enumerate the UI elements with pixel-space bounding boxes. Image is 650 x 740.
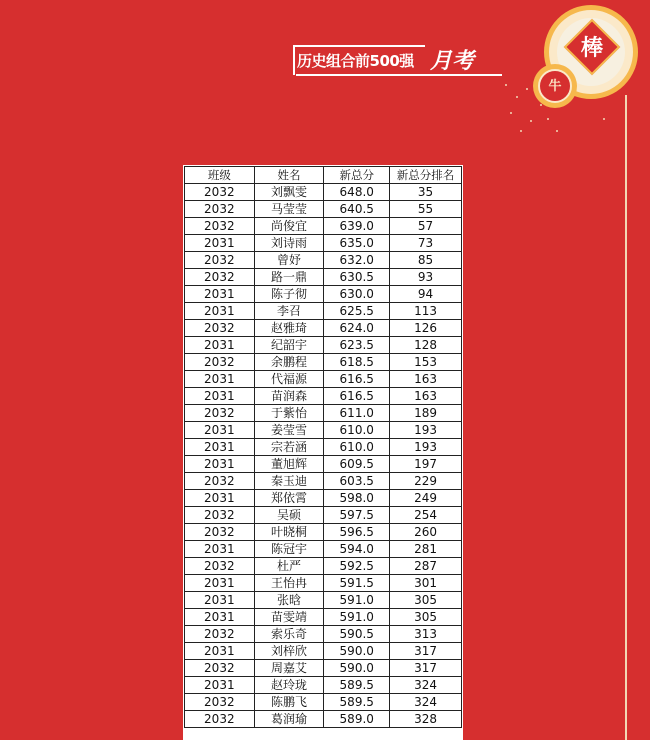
cell-score: 630.5 bbox=[324, 269, 390, 286]
cell-class: 2031 bbox=[185, 575, 255, 592]
cell-class: 2032 bbox=[185, 694, 255, 711]
cell-class: 2032 bbox=[185, 354, 255, 371]
cell-score: 591.5 bbox=[324, 575, 390, 592]
table-row bbox=[185, 524, 462, 541]
cell-score: 640.5 bbox=[324, 201, 390, 218]
cell-name: 陈冠宇 bbox=[254, 541, 324, 558]
sparkle-dot bbox=[540, 104, 542, 106]
cell-class: 2031 bbox=[185, 643, 255, 660]
cell-score: 589.5 bbox=[324, 677, 390, 694]
table-row bbox=[185, 405, 462, 422]
cell-rank: 197 bbox=[390, 456, 462, 473]
cell-rank: 55 bbox=[390, 201, 462, 218]
cell-rank: 328 bbox=[390, 711, 462, 728]
cell-rank: 317 bbox=[390, 643, 462, 660]
table-row bbox=[185, 303, 462, 320]
cell-name: 赵玲珑 bbox=[254, 677, 324, 694]
sparkle-dot bbox=[520, 130, 522, 132]
table-row bbox=[185, 592, 462, 609]
cell-name: 陈子彻 bbox=[254, 286, 324, 303]
cell-score: 635.0 bbox=[324, 235, 390, 252]
table-row bbox=[185, 422, 462, 439]
cell-name: 叶晓桐 bbox=[254, 524, 324, 541]
cell-score: 611.0 bbox=[324, 405, 390, 422]
table-row bbox=[185, 575, 462, 592]
cell-score: 603.5 bbox=[324, 473, 390, 490]
table-row bbox=[185, 269, 462, 286]
cell-rank: 57 bbox=[390, 218, 462, 235]
cell-class: 2031 bbox=[185, 286, 255, 303]
cell-name: 于紫怡 bbox=[254, 405, 324, 422]
cell-name: 马莹莹 bbox=[254, 201, 324, 218]
table-row bbox=[185, 286, 462, 303]
table-row bbox=[185, 456, 462, 473]
table-row bbox=[185, 643, 462, 660]
sparkle-dot bbox=[510, 112, 512, 114]
table-row bbox=[185, 507, 462, 524]
header-class: 班级 bbox=[185, 167, 255, 184]
cell-score: 589.0 bbox=[324, 711, 390, 728]
sparkle-dot bbox=[530, 120, 532, 122]
cell-class: 2032 bbox=[185, 252, 255, 269]
ranking-table-container bbox=[183, 165, 463, 740]
cell-class: 2031 bbox=[185, 456, 255, 473]
table-row bbox=[185, 711, 462, 728]
cell-rank: 301 bbox=[390, 575, 462, 592]
header-name: 姓名 bbox=[254, 167, 324, 184]
cell-rank: 229 bbox=[390, 473, 462, 490]
ranking-table bbox=[184, 166, 462, 728]
table-row bbox=[185, 541, 462, 558]
cell-name: 刘梓欣 bbox=[254, 643, 324, 660]
table-row bbox=[185, 558, 462, 575]
table-row bbox=[185, 388, 462, 405]
sparkle-dot bbox=[505, 84, 507, 86]
cell-name: 纪韶宇 bbox=[254, 337, 324, 354]
table-row bbox=[185, 660, 462, 677]
table-row bbox=[185, 677, 462, 694]
cell-name: 陈鹏飞 bbox=[254, 694, 324, 711]
cell-class: 2031 bbox=[185, 490, 255, 507]
cell-score: 591.0 bbox=[324, 609, 390, 626]
cell-rank: 126 bbox=[390, 320, 462, 337]
cell-score: 610.0 bbox=[324, 422, 390, 439]
cell-class: 2031 bbox=[185, 439, 255, 456]
cell-name: 余鹏程 bbox=[254, 354, 324, 371]
cell-class: 2032 bbox=[185, 507, 255, 524]
cell-score: 623.5 bbox=[324, 337, 390, 354]
table-row bbox=[185, 354, 462, 371]
cell-score: 609.5 bbox=[324, 456, 390, 473]
decorative-frame-line bbox=[625, 95, 627, 740]
cell-name: 代福源 bbox=[254, 371, 324, 388]
badge-small-text: 牛 bbox=[548, 79, 562, 94]
cell-score: 597.5 bbox=[324, 507, 390, 524]
cell-rank: 317 bbox=[390, 660, 462, 677]
cell-class: 2032 bbox=[185, 201, 255, 218]
table-row bbox=[185, 473, 462, 490]
cell-class: 2032 bbox=[185, 320, 255, 337]
header-rank: 新总分排名 bbox=[390, 167, 462, 184]
cell-rank: 249 bbox=[390, 490, 462, 507]
cell-score: 618.5 bbox=[324, 354, 390, 371]
cell-class: 2032 bbox=[185, 405, 255, 422]
cell-class: 2032 bbox=[185, 711, 255, 728]
cell-name: 郑依霄 bbox=[254, 490, 324, 507]
cell-class: 2031 bbox=[185, 592, 255, 609]
cell-rank: 281 bbox=[390, 541, 462, 558]
sparkle-dot bbox=[556, 130, 558, 132]
cell-name: 赵雅琦 bbox=[254, 320, 324, 337]
table-row bbox=[185, 218, 462, 235]
cell-name: 董旭辉 bbox=[254, 456, 324, 473]
cell-rank: 254 bbox=[390, 507, 462, 524]
cell-score: 598.0 bbox=[324, 490, 390, 507]
cell-class: 2031 bbox=[185, 303, 255, 320]
cell-score: 616.5 bbox=[324, 371, 390, 388]
table-header-row bbox=[185, 167, 462, 184]
cell-rank: 85 bbox=[390, 252, 462, 269]
cell-score: 590.0 bbox=[324, 643, 390, 660]
cell-class: 2032 bbox=[185, 626, 255, 643]
cell-class: 2032 bbox=[185, 269, 255, 286]
cell-score: 624.0 bbox=[324, 320, 390, 337]
cell-score: 589.5 bbox=[324, 694, 390, 711]
cell-score: 630.0 bbox=[324, 286, 390, 303]
cell-name: 王怡冉 bbox=[254, 575, 324, 592]
cell-score: 592.5 bbox=[324, 558, 390, 575]
cell-class: 2031 bbox=[185, 388, 255, 405]
cell-name: 苗润森 bbox=[254, 388, 324, 405]
cell-rank: 94 bbox=[390, 286, 462, 303]
cell-score: 596.5 bbox=[324, 524, 390, 541]
cell-rank: 163 bbox=[390, 388, 462, 405]
cell-class: 2032 bbox=[185, 660, 255, 677]
cell-score: 625.5 bbox=[324, 303, 390, 320]
sparkle-dot bbox=[516, 96, 518, 98]
sparkle-dot bbox=[526, 88, 528, 90]
cell-rank: 163 bbox=[390, 371, 462, 388]
cell-name: 索乐奇 bbox=[254, 626, 324, 643]
cell-name: 李召 bbox=[254, 303, 324, 320]
cell-name: 葛润瑜 bbox=[254, 711, 324, 728]
cell-class: 2032 bbox=[185, 558, 255, 575]
cell-name: 刘飘雯 bbox=[254, 184, 324, 201]
table-row bbox=[185, 371, 462, 388]
table-row bbox=[185, 184, 462, 201]
cell-rank: 287 bbox=[390, 558, 462, 575]
cell-name: 张晗 bbox=[254, 592, 324, 609]
cell-rank: 35 bbox=[390, 184, 462, 201]
cell-name: 姜莹雪 bbox=[254, 422, 324, 439]
header-score: 新总分 bbox=[324, 167, 390, 184]
cell-class: 2032 bbox=[185, 473, 255, 490]
table-row bbox=[185, 694, 462, 711]
cell-score: 594.0 bbox=[324, 541, 390, 558]
cell-class: 2031 bbox=[185, 541, 255, 558]
cell-name: 刘诗雨 bbox=[254, 235, 324, 252]
cell-score: 591.0 bbox=[324, 592, 390, 609]
table-row bbox=[185, 609, 462, 626]
cell-class: 2031 bbox=[185, 371, 255, 388]
sparkle-dot bbox=[547, 118, 549, 120]
cell-rank: 113 bbox=[390, 303, 462, 320]
table-row bbox=[185, 490, 462, 507]
table-row bbox=[185, 320, 462, 337]
cell-class: 2031 bbox=[185, 609, 255, 626]
table-body bbox=[185, 184, 462, 728]
page-title: 历史组合前500强 bbox=[297, 52, 414, 70]
cell-score: 590.5 bbox=[324, 626, 390, 643]
table-row bbox=[185, 201, 462, 218]
table-row bbox=[185, 337, 462, 354]
cell-name: 吴硕 bbox=[254, 507, 324, 524]
cell-rank: 324 bbox=[390, 677, 462, 694]
sparkle-dot bbox=[603, 118, 605, 120]
cell-score: 590.0 bbox=[324, 660, 390, 677]
cell-rank: 324 bbox=[390, 694, 462, 711]
table-row bbox=[185, 439, 462, 456]
cell-class: 2032 bbox=[185, 218, 255, 235]
cell-name: 杜严 bbox=[254, 558, 324, 575]
cell-rank: 305 bbox=[390, 592, 462, 609]
cell-rank: 313 bbox=[390, 626, 462, 643]
cell-class: 2031 bbox=[185, 235, 255, 252]
cell-rank: 93 bbox=[390, 269, 462, 286]
cell-rank: 260 bbox=[390, 524, 462, 541]
cell-score: 648.0 bbox=[324, 184, 390, 201]
cell-rank: 153 bbox=[390, 354, 462, 371]
cell-name: 秦玉迪 bbox=[254, 473, 324, 490]
table-row bbox=[185, 626, 462, 643]
cell-name: 苗雯靖 bbox=[254, 609, 324, 626]
cell-score: 632.0 bbox=[324, 252, 390, 269]
cell-name: 周嘉艾 bbox=[254, 660, 324, 677]
cell-score: 610.0 bbox=[324, 439, 390, 456]
cell-class: 2031 bbox=[185, 677, 255, 694]
cell-rank: 193 bbox=[390, 422, 462, 439]
cell-rank: 128 bbox=[390, 337, 462, 354]
cell-name: 宗若涵 bbox=[254, 439, 324, 456]
cell-rank: 305 bbox=[390, 609, 462, 626]
cell-class: 2031 bbox=[185, 337, 255, 354]
cell-rank: 73 bbox=[390, 235, 462, 252]
table-row bbox=[185, 235, 462, 252]
badge-big-text: 棒 bbox=[580, 36, 603, 61]
cell-score: 639.0 bbox=[324, 218, 390, 235]
cell-name: 路一鼎 bbox=[254, 269, 324, 286]
table-row bbox=[185, 252, 462, 269]
cell-class: 2031 bbox=[185, 422, 255, 439]
cell-name: 曾妤 bbox=[254, 252, 324, 269]
cell-rank: 189 bbox=[390, 405, 462, 422]
cell-rank: 193 bbox=[390, 439, 462, 456]
page-title-accent: 月考 bbox=[430, 48, 475, 74]
cell-class: 2032 bbox=[185, 184, 255, 201]
cell-name: 尚俊宜 bbox=[254, 218, 324, 235]
cell-class: 2032 bbox=[185, 524, 255, 541]
cell-score: 616.5 bbox=[324, 388, 390, 405]
